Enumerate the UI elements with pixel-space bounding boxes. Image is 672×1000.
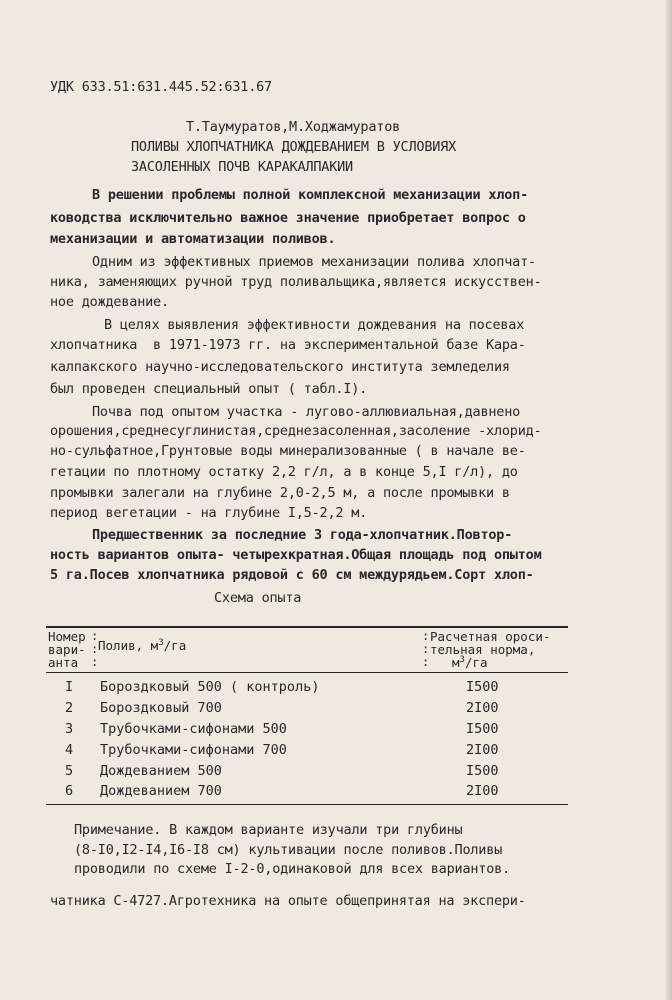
note-line-3: проводили по схеме I-2-0,одинаковой для всех вариантов.: [74, 861, 511, 877]
paragraph-4-line-4: гетации по плотному остатку 2,2 г/л, а в конце 5,I г/л), до: [50, 464, 518, 480]
header-irrigation-sup: 3: [158, 637, 164, 648]
row-number: 3: [65, 721, 74, 737]
header-number-line-2: вари-: [48, 642, 86, 657]
note-line-1: Примечание. В каждом варианте изучали три глубины: [74, 822, 463, 838]
column-separator-1: : : :: [91, 629, 99, 669]
row-method: Бороздковый 500 ( контроль): [100, 679, 320, 695]
paragraph-4-line-5: промывки залегали на глубине 2,0-2,5 м, а после промывки в: [50, 485, 510, 501]
table-top-rule: [46, 626, 568, 628]
row-norm: I500: [466, 763, 499, 779]
paragraph-1-line-1: В решении проблемы полной комплексной механизации хлоп-: [92, 187, 529, 203]
row-norm: 2I00: [466, 783, 499, 799]
column-separator-2: : : :: [422, 629, 430, 669]
paragraph-2-line-2: ника, заменяющих ручной труд поливальщика,является искусствен-: [50, 274, 542, 290]
authors: Т.Таумуратов,М.Ходжамуратов: [186, 119, 401, 135]
row-norm: 2I00: [466, 742, 499, 758]
header-norm-unit-sup: 3: [459, 654, 465, 665]
table-header-rule: [46, 672, 568, 673]
paragraph-1-line-2: ководства исключительно важное значение приобретает вопрос о: [50, 210, 526, 226]
row-norm: I500: [466, 679, 499, 695]
paragraph-3-line-2: хлопчатника в 1971-1973 гг. на экспериментальной базе Кара-: [50, 337, 526, 353]
note-line-2: (8-I0,I2-I4,I6-I8 см) культивации после поливов.Поливы: [74, 842, 503, 858]
header-number-line-3: анта: [48, 655, 79, 670]
row-method: Дождеванием 700: [100, 783, 222, 799]
row-norm: 2I00: [466, 700, 499, 716]
row-number: 4: [65, 742, 74, 758]
title-line-1: ПОЛИВЫ ХЛОПЧАТНИКА ДОЖДЕВАНИЕМ В УСЛОВИЯХ: [131, 139, 457, 155]
paragraph-3-line-4: был проведен специальный опыт ( табл.I).: [50, 381, 368, 397]
row-number: 6: [65, 783, 74, 799]
continuation-line: чатника С-4727.Агротехника на опыте общепринятая на экспери-: [50, 893, 526, 909]
row-number: I: [65, 679, 74, 695]
title-line-2: ЗАСОЛЕННЫХ ПОЧВ КАРАКАЛПАКИИ: [131, 159, 353, 175]
paragraph-4-line-2: орошения,среднесуглинистая,среднезасоленная,засоление -хлорид-: [50, 423, 542, 439]
paragraph-3-line-1: В целях выявления эффективности дождевания на посевах: [104, 317, 525, 333]
paragraph-1-line-3: механизации и автоматизации поливов.: [50, 231, 336, 247]
header-irrigation-suffix: /га: [163, 638, 187, 653]
paragraph-4-line-1: Почва под опытом участка - лугово-аллювиальная,давнено: [92, 404, 521, 420]
header-number-line-1: Номер: [48, 629, 86, 644]
paragraph-4-line-3: но-сульфатное,Грунтовые воды минерализованные ( в начале ве-: [50, 443, 526, 459]
paragraph-2-line-3: ное дождевание.: [50, 294, 169, 310]
page-edge: [666, 0, 672, 1000]
udc-code: УДК 633.51:631.445.52:631.67: [50, 79, 272, 95]
header-irrigation-text: Полив, м: [98, 638, 159, 653]
paragraph-5-line-1: Предшественник за последние 3 года-хлопчатник.Повтор-: [92, 527, 513, 543]
row-number: 2: [65, 700, 74, 716]
row-norm: I500: [466, 721, 499, 737]
row-number: 5: [65, 763, 74, 779]
paragraph-4-line-6: период вегетации - на глубине I,5-2,2 м.: [50, 505, 368, 521]
paragraph-3-line-3: калпакского научно-исследовательского института земледелия: [50, 359, 510, 375]
table-caption: Схема опыта: [214, 590, 302, 606]
table-bottom-rule: [46, 804, 568, 805]
row-method: Дождеванием 500: [100, 763, 222, 779]
header-irrigation: [98, 639, 186, 652]
header-norm-unit: [452, 656, 488, 669]
header-norm-unit-suffix: /га: [464, 655, 488, 670]
paragraph-5-line-2: ность вариантов опыта- четырехкратная.Общая площадь под опытом: [50, 547, 542, 563]
paragraph-2-line-1: Одним из эффективных приемов механизации полива хлопчат-: [92, 254, 536, 270]
paragraph-5-line-3: 5 га.Посев хлопчатника рядовой с 60 см междурядьем.Сорт хлоп-: [50, 567, 534, 583]
header-norm-line-1: Расчетная ороси-: [430, 629, 551, 644]
row-method: Бороздковый 700: [100, 700, 222, 716]
header-norm-line-2: тельная норма,: [430, 642, 536, 657]
row-method: Трубочками-сифонами 500: [100, 721, 287, 737]
row-method: Трубочками-сифонами 700: [100, 742, 287, 758]
header-norm-unit-text: м: [452, 655, 460, 670]
